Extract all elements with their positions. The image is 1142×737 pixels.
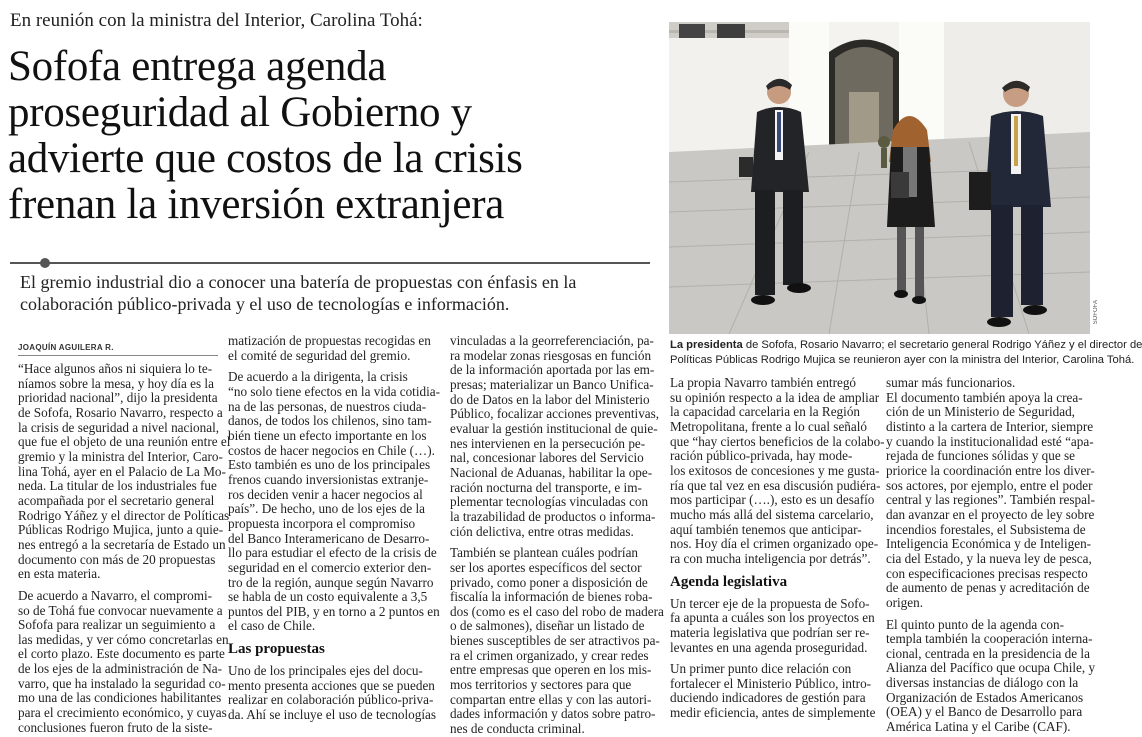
text-line: se habla de un costo equivalente a 3,5	[228, 589, 428, 605]
text-line: aquí también tenemos que anticipar-	[670, 521, 862, 537]
headline-line: Sofofa entrega agenda	[8, 43, 387, 90]
text-line: puntos del PIB, y en torno a 2 puntos en	[228, 603, 440, 619]
text-line: fa apunta a cuáles son los proyectos en	[670, 610, 875, 626]
deck	[20, 271, 660, 315]
text-line: país”. De hecho, uno de los ejes de la	[228, 501, 426, 517]
text-line: mucho más allá del sistema carcelario,	[670, 506, 874, 522]
text-line: ración nocturna del transporte, e im-	[450, 479, 642, 495]
text-line: el corto plazo. Este documento es parte	[18, 646, 225, 662]
subheading-propuestas: Las propuestas	[228, 641, 325, 658]
text-line: conclusiones fueron fruto de la siste-	[18, 719, 213, 735]
text-line: La propia Navarro también entregó	[670, 375, 857, 390]
text-line: varro, que ha instalado la seguridad co-	[18, 675, 226, 691]
text-line: gremio y la ministra del Interior, Caro-	[18, 448, 223, 464]
paragraph	[450, 334, 660, 539]
text-line: De acuerdo a Navarro, el compromi-	[18, 587, 213, 603]
deck-line: colaboración público-privada y el uso de tecnologías e información.	[20, 294, 510, 314]
text-line: Uno de los principales ejes del docu-	[228, 663, 423, 679]
text-line: ser los aportes específicos del sector	[450, 559, 642, 575]
text-line: levantes en una agenda proseguridad.	[670, 639, 868, 655]
text-line: Público, focalizar acciones preventivas,	[450, 406, 660, 422]
text-line: bién tiene un efecto importante en los	[228, 427, 427, 443]
deck-line: El gremio industrial dio a conocer una batería de propuestas con énfasis en la	[20, 272, 577, 292]
text-line: distinto a la cartera de Interior, siempre	[886, 418, 1094, 434]
text-line: ra modelar zonas riesgosas en función	[450, 347, 652, 363]
text-line: su opinión respecto a la idea de ampliar	[670, 389, 880, 405]
text-line: matización de propuestas recogidas en	[228, 333, 431, 348]
text-line: y cuando la institucionalidad esté “apa-	[886, 433, 1094, 449]
text-line: realizar en colaboración público-priva-	[228, 692, 434, 708]
text-line: nos. Hoy día el crimen organizado ope-	[670, 536, 879, 552]
text-line: privado, como poner a disposición de	[450, 574, 648, 590]
text-line: ción delictiva, entre otras medidas.	[450, 523, 634, 539]
text-line: con especificaciones precisas respecto	[886, 565, 1088, 581]
text-line: de aumento de penas y acreditación de	[886, 580, 1090, 596]
text-line: fortalecer el Ministerio Público, intro-	[670, 675, 872, 691]
caption-lead: La presidenta	[670, 339, 743, 351]
text-line: América Latina y el Caribe (CAF).	[886, 719, 1071, 735]
kicker: En reunión con la ministra del Interior, Carolina Tohá:	[10, 10, 423, 31]
text-line: níamos sobre la mesa, y hoy día es la	[18, 375, 214, 391]
column-2	[228, 333, 441, 723]
headline-line: proseguridad al Gobierno y	[8, 89, 472, 136]
text-line: cional, centrada en la presidencia de la	[886, 645, 1090, 661]
text-line: o de salmones), diseñar un listado de	[450, 618, 645, 634]
news-photo	[669, 22, 1090, 334]
text-line: tro de la región, aunque según Navarro	[228, 574, 434, 590]
text-line: central y las regiones”. También respal-	[886, 492, 1096, 508]
text-line: evaluar la gestión institucional de quie-	[450, 420, 658, 436]
caption-line-1-rest: de Sofofa, Rosario Navarro; el secretario general Rodrigo Yáñez y el director de	[742, 339, 1142, 351]
text-line: De acuerdo a la dirigenta, la crisis	[228, 369, 408, 385]
text-line: de los ejes de la administración de Na-	[18, 661, 222, 677]
text-line: lina Tohá, ayer en el Palacio de La Mo-	[18, 463, 226, 479]
paragraph	[18, 587, 229, 736]
text-line: También se plantean cuáles podrían	[450, 545, 639, 561]
text-line: prioridad nacional”, dijo la presidenta	[18, 390, 218, 406]
headline-line: advierte que costos de la crisis	[8, 135, 523, 182]
text-line: seguridad en el comercio exterior den-	[228, 559, 432, 575]
text-line: ros deciden venir a hacer negocios al	[228, 486, 423, 502]
text-line: Inteligencia Económica y de Inteligen-	[886, 536, 1092, 552]
text-line: duciendo indicadores de gestión para	[670, 690, 866, 706]
text-line: danos, de todos los chilenos, sino tam-	[228, 413, 432, 429]
text-line: en esta materia.	[18, 566, 101, 582]
text-line: Esto también es uno de los principales	[228, 457, 431, 473]
text-line: de Sofofa, Rosario Navarro, respecto a	[18, 404, 223, 420]
text-line: sos actores, por ejemplo, entre el poder	[886, 477, 1093, 493]
column-4	[670, 375, 885, 721]
deck-divider	[10, 262, 650, 264]
text-line: Públicas Rodrigo Mujica, junto a quie-	[18, 522, 224, 538]
paragraph	[450, 545, 664, 737]
text-line: el comité de seguridad del gremio.	[228, 347, 411, 363]
text-line: presas; materializar un Banco Unifica-	[450, 376, 654, 392]
text-line: nal, concesionar labores del Servicio	[450, 450, 644, 466]
text-line: ra con mucha inteligencia por detrás”.	[670, 550, 871, 566]
byline: JOAQUÍN AGUILERA R.	[18, 343, 114, 352]
text-line: dan avanzar en el proyecto de ley sobre	[886, 506, 1095, 522]
text-line: costos de hacer negocios en Chile (…).	[228, 442, 435, 458]
paragraph	[670, 662, 875, 721]
text-line: llo para estudiar el efecto de la crisis de	[228, 545, 437, 561]
text-line: vinculadas a la georreferenciación, pa-	[450, 333, 654, 348]
byline-rule	[18, 355, 218, 356]
text-line: Rodrigo Yáñez y el director de Políticas	[18, 507, 230, 523]
caption-line-1	[670, 338, 1142, 353]
text-line: Organización de Estados Americanos	[886, 689, 1084, 705]
text-line: ra el crimen organizado, y crear redes	[450, 647, 649, 663]
text-line: cia del Estado, y la nueva ley de pesca,	[886, 550, 1092, 566]
text-line: mos territorios y sectores para que	[450, 677, 632, 693]
text-line: neda. La titular de los industriales fue	[18, 478, 217, 494]
text-line: rejada de funciones sólidas y que se	[886, 448, 1075, 464]
text-line: para el crecimiento económico, y cuyas	[18, 705, 227, 721]
text-line: documento con más de 20 propuestas	[18, 551, 216, 567]
headline	[8, 44, 658, 228]
text-line: da. Ahí se incluye el uso de tecnologías	[228, 707, 437, 723]
text-line: “no solo tiene efectos en la vida cotidia-	[228, 383, 441, 399]
deck-bullet	[40, 258, 50, 268]
text-line: Alianza del Pacífico que ocupa Chile, y	[886, 660, 1096, 676]
column-5	[886, 375, 1096, 735]
text-line: la capacidad carcelaria en la Región	[670, 404, 861, 420]
text-line: bienes susceptibles de ser atractivos pa-	[450, 633, 660, 649]
paragraph	[670, 375, 885, 567]
paragraph	[670, 597, 875, 656]
subheading-agenda-legislativa: Agenda legislativa	[670, 573, 788, 590]
text-line: el caso de Chile.	[228, 618, 316, 634]
text-line: plementar tecnologías vinculadas con	[450, 494, 649, 510]
text-line: que “hay ciertos beneficios de la colabo-	[670, 433, 885, 449]
text-line: la crisis de seguridad a nivel nacional,	[18, 419, 220, 435]
text-line: mo una de las condiciones habilitantes	[18, 690, 222, 706]
text-line: ción de un Ministerio de Seguridad,	[886, 404, 1075, 420]
text-line: nes entregó a la secretaría de Estado un	[18, 536, 226, 552]
text-line: medir eficiencia, antes de simplemente	[670, 705, 876, 721]
text-line: ración público-privada, hay mode-	[670, 448, 853, 464]
text-line: sumar más funcionarios.	[886, 375, 1016, 390]
text-line: diversas instancias de diálogo con la	[886, 675, 1079, 691]
paragraph	[886, 376, 1091, 391]
text-line: na de las personas, de nuestros ciuda-	[228, 398, 427, 414]
text-line: entre empresas que operen en los mis-	[450, 662, 652, 678]
text-line: las medidas, y ver cómo concretarlas en	[18, 631, 229, 647]
text-line: mento presenta acciones que se pueden	[228, 677, 435, 693]
paragraph	[886, 616, 1096, 735]
text-line: la trazabilidad de productos o informa-	[450, 508, 656, 524]
text-line: Sofofa para realizar un seguimiento a	[18, 617, 216, 633]
paragraph	[228, 369, 441, 634]
text-line: mos participar (….), esto es un desafío	[670, 492, 875, 508]
text-line: Nacional de Aduanas, habilitar la ope-	[450, 464, 653, 480]
text-line: dos (como es el caso del robo de madera	[450, 603, 664, 619]
headline-line: frenan la inversión extranjera	[8, 181, 504, 228]
photo-credit: SOFOFA	[1093, 300, 1099, 325]
paragraph	[886, 389, 1096, 611]
text-line: Un tercer eje de la propuesta de Sofo-	[670, 595, 870, 611]
text-line: propuesta incorpora el compromiso	[228, 515, 416, 531]
text-line: (OEA) y el Banco de Desarrollo para	[886, 704, 1083, 720]
text-line: Un primer punto dice relación con	[670, 661, 852, 677]
column-3	[450, 333, 664, 737]
text-line: El quinto punto de la agenda con-	[886, 616, 1064, 632]
text-line: ría que tal vez en esa discusión pudiéra-	[670, 477, 881, 493]
text-line: dades información y datos sobre patro-	[450, 706, 656, 722]
paragraph	[228, 664, 438, 723]
photo-caption	[670, 338, 1142, 368]
text-line: incendios forestales, el Subsistema de	[886, 521, 1086, 537]
text-line: “Hace algunos años ni siquiera lo te-	[18, 361, 213, 376]
text-line: templa también la cooperación interna-	[886, 631, 1093, 647]
text-line: origen.	[886, 594, 923, 610]
text-line: so de Tohá fue convocar nuevamente a	[18, 602, 223, 618]
text-line: nes de conducta criminal.	[450, 721, 585, 737]
text-line: que fue el objeto de una reunión entre el	[18, 434, 231, 450]
text-line: fiscalía la información de bienes roba-	[450, 589, 653, 605]
text-line: do de Datos en la labor del Ministerio	[450, 391, 650, 407]
text-line: del Banco Interamericano de Desarro-	[228, 530, 430, 546]
column-1	[18, 361, 231, 735]
caption-line-2: Políticas Públicas Rodrigo Mujica se reunieron ayer con la ministra del Interior, Carolina Tohá.	[670, 354, 1135, 366]
text-line: compartan entre ellas y con las autori-	[450, 691, 652, 707]
text-line: de la información aportada por las em-	[450, 362, 655, 378]
text-line: frenos cuando inversionistas extranje-	[228, 471, 429, 487]
text-line: Metropolitana, frente a lo cual señaló	[670, 418, 868, 434]
text-line: acompañada por el secretario general	[18, 492, 215, 508]
text-line: materia legislativa que podrían ser re-	[670, 624, 870, 640]
text-line: El documento también apoya la crea-	[886, 389, 1083, 405]
text-line: priorice la coordinación entre los diver-	[886, 462, 1095, 478]
paragraph	[228, 334, 438, 363]
text-line: nes intervienen en la persecución pe-	[450, 435, 646, 451]
paragraph	[18, 361, 231, 582]
text-line: los exitosos de concesiones y me gusta-	[670, 462, 880, 478]
